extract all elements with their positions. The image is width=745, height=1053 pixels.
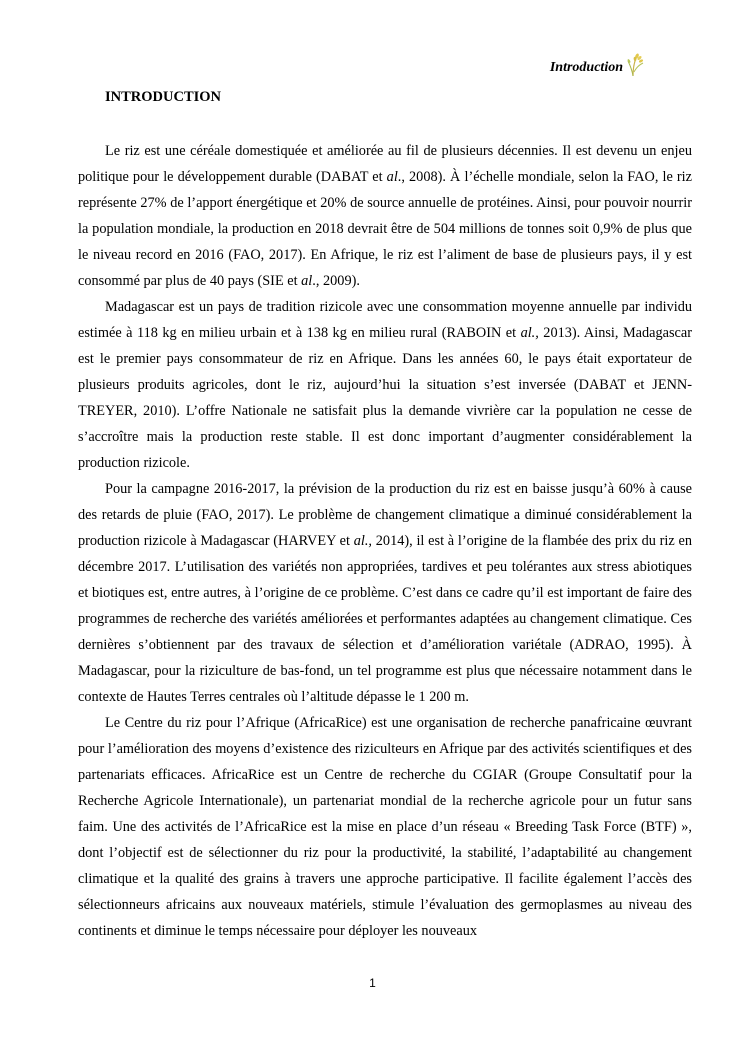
- paragraph: Le riz est une céréale domestiquée et améliorée au fil de plusieurs décennies. Il est devenu un enjeu politique pour le développement durable (DABAT et al., 2008). À l’échelle mondiale, selon la FAO, le riz représente 27% de l’apport énergétique et 20% de source annuelle de protéines. Ainsi, pour pouvoir nourrir la population mondiale, la production en 2018 devrait être de 504 millions de tonnes soit 0,9% de plus que le niveau record en 2016 (FAO, 2017). En Afrique, le riz est l’aliment de base de plusieurs pays, il y est consommé par plus de 40 pays (SIE et al., 2009).: [78, 143, 692, 289]
- header-title: Introduction: [549, 60, 623, 75]
- italic-run: al: [301, 273, 313, 289]
- paragraph: Le Centre du riz pour l’Afrique (AfricaRice) est une organisation de recherche panafricaine œuvrant pour l’amélioration des moyens d’existence des riziculteurs en Afrique par des activités scientifiques et des partenariats efficaces. AfricaRice est un Centre de recherche du CGIAR (Groupe Consultatif pour la Recherche Agricole Internationale), un partenariat mondial de la recherche agricole pour un futur sans faim. Une des activités de l’AfricaRice est la mise en place d’un réseau « Breeding Task Force (BTF) », dont l’objectif est de sélectionner du riz pour la productivité, la stabilité, l’adaptabilité au changement climatique et la qualité des grains à travers une approche participative. Il facilite également l’accès des sélectionneurs africains aux nouveaux matériels, stimule l’évaluation des germoplasmes au niveau des continents et diminue le temps nécessaire pour déployer les nouveaux: [78, 715, 692, 939]
- page-number: 1: [369, 976, 376, 990]
- italic-run: al.,: [520, 325, 539, 341]
- italic-run: al.,: [353, 533, 373, 549]
- paragraph: Madagascar est un pays de tradition rizicole avec une consommation moyenne annuelle par individu estimée à 118 kg en milieu urbain et à 138 kg en milieu rural (RABOIN et al., 2013). Ainsi, Madagascar est le premier pays consommateur de riz en Afrique. Dans les années 60, le pays était exportateur de plusieurs produits agricoles, dont le riz, aujourd’hui la situation s’est inversée (DABAT et JENN-TREYER, 2010). L’offre Nationale ne satisfait plus la demande vivrière car la population ne cesse de s’accroître mais la production reste stable. Il est donc important d’augmenter considérablement la production rizicole.: [78, 299, 693, 471]
- running-header: [550, 52, 645, 76]
- paragraph: Pour la campagne 2016-2017, la prévision de la production du riz est en baisse jusqu’à 60% à cause des retards de pluie (FAO, 2017). Le problème de changement climatique a diminué considérablement la production rizicole à Madagascar (HARVEY et al., 2014), il est à l’origine de la flambée des prix du riz en décembre 2017. L’utilisation des variétés non appropriées, tardives et peu tolérantes aux stress abiotiques et biotiques est, entre autres, à l’origine de ce problème. C’est dans ce cadre qu’il est important de faire des programmes de recherche des variétés améliorées et performantes adaptées au changement climatique. Ces dernières s’obtiennent par des travaux de sélection et d’amélioration variétale (ADRAO, 1995). À Madagascar, pour la riziculture de bas-fond, un tel programme est plus que nécessaire notamment dans le contexte de Hautes Terres centrales où l’altitude dépasse le 1 200 m.: [78, 481, 692, 705]
- rice-plant-icon: [627, 52, 645, 76]
- italic-run: al: [386, 169, 398, 185]
- body-text: [78, 138, 692, 944]
- section-heading: INTRODUCTION: [105, 89, 222, 105]
